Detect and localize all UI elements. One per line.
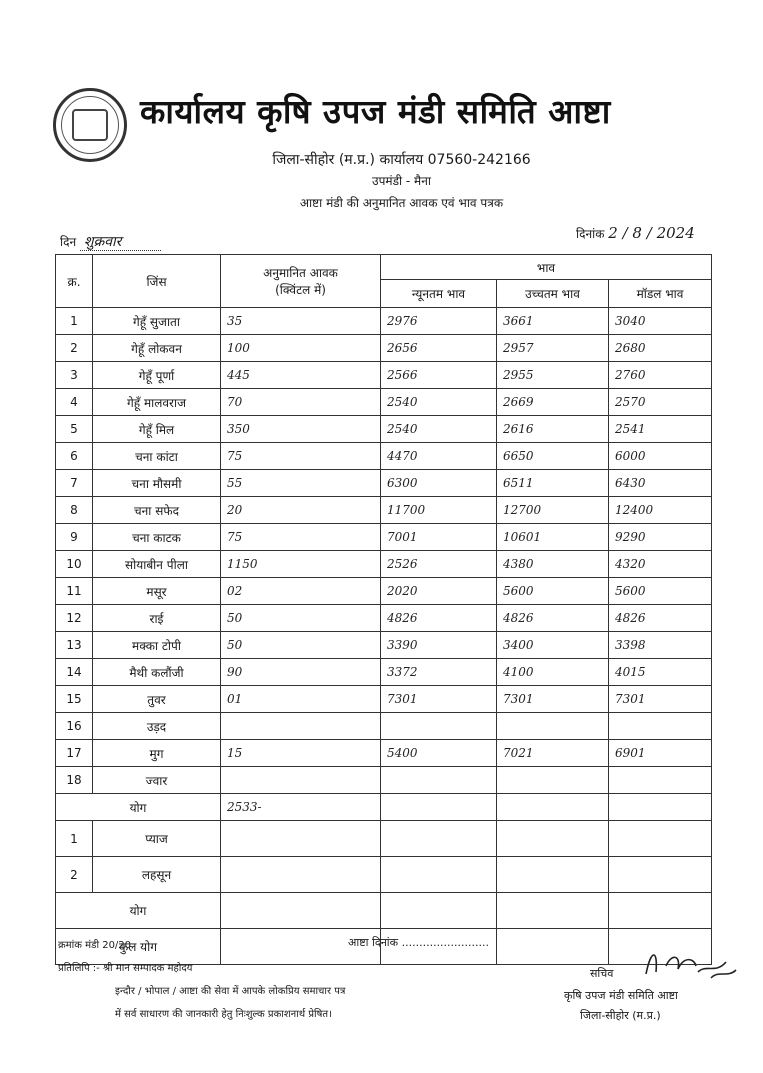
table-row: [56, 821, 712, 857]
table-row: [56, 713, 712, 740]
row-min-price: 2540: [381, 416, 497, 443]
row-sn: 1: [56, 308, 93, 335]
row-arrival: 445: [221, 362, 381, 389]
row-item: राई: [93, 605, 221, 632]
row-modal-price: [609, 767, 712, 794]
row-sn: 13: [56, 632, 93, 659]
row-max-price: 3661: [497, 308, 609, 335]
table-row: [56, 524, 712, 551]
row-arrival: 20: [221, 497, 381, 524]
row-max-price: 10601: [497, 524, 609, 551]
total-max-price: [497, 794, 609, 821]
empty-cell: [497, 893, 609, 929]
copy-to-detail-1: इन्दौर / भोपाल / आष्टा की सेवा में आपके लोकप्रिय समाचार पत्र: [115, 986, 346, 997]
row-arrival: 15: [221, 740, 381, 767]
row-item: मैथी कलौंजी: [93, 659, 221, 686]
empty-cell: [497, 929, 609, 965]
table-row: [56, 578, 712, 605]
day-value: शुक्रवार: [80, 234, 161, 251]
row-min-price: 2540: [381, 389, 497, 416]
row-item: गेहूँ लोकवन: [93, 335, 221, 362]
row-sn: 18: [56, 767, 93, 794]
row-item: गेहूँ मालवराज: [93, 389, 221, 416]
row-item: मक्का टोपी: [93, 632, 221, 659]
row-arrival: 70: [221, 389, 381, 416]
row-item: उड़द: [93, 713, 221, 740]
row-item: मसूर: [93, 578, 221, 605]
table-row: [56, 632, 712, 659]
row-item: गेहूँ पूर्णा: [93, 362, 221, 389]
header-arrival-label: अनुमानित आवक: [263, 266, 338, 280]
empty-cell: [497, 857, 609, 893]
row-arrival: 1150: [221, 551, 381, 578]
row-modal-price: 2680: [609, 335, 712, 362]
header-sn: क्र.: [56, 255, 93, 308]
row-modal-price: 4320: [609, 551, 712, 578]
row-arrival: 100: [221, 335, 381, 362]
header-min-price: न्यूनतम भाव: [381, 280, 497, 308]
row-modal-price: 2760: [609, 362, 712, 389]
row-min-price: 2020: [381, 578, 497, 605]
row-min-price: [381, 767, 497, 794]
header-item: जिंस: [93, 255, 221, 308]
total-label: योग: [56, 794, 221, 821]
row-arrival: 01: [221, 686, 381, 713]
copy-to-detail-2: में सर्व साधारण की जानकारी हेतु निःशुल्क प्रकाशनार्थ प्रेषित।: [115, 1009, 332, 1020]
empty-cell: [497, 821, 609, 857]
table-row: [56, 686, 712, 713]
total-min-price: [381, 794, 497, 821]
row-min-price: 2526: [381, 551, 497, 578]
row-sn: 2: [56, 335, 93, 362]
row-sn: 6: [56, 443, 93, 470]
total-row: [56, 794, 712, 821]
row-sn: 16: [56, 713, 93, 740]
header-price: भाव: [381, 255, 712, 280]
row-sn: 17: [56, 740, 93, 767]
row-arrival: 35: [221, 308, 381, 335]
row-max-price: 4380: [497, 551, 609, 578]
row-max-price: [497, 767, 609, 794]
grand-total-row-label: कुल योग: [56, 929, 221, 965]
row-sn: 8: [56, 497, 93, 524]
copy-to-line: प्रतिलिपि :- श्री मान सम्पादक महोदय: [58, 963, 193, 974]
row-sn: 12: [56, 605, 93, 632]
row-item: तुवर: [93, 686, 221, 713]
row-sn: 1: [56, 821, 93, 857]
row-arrival: 90: [221, 659, 381, 686]
table-row: [56, 335, 712, 362]
row-arrival: [221, 767, 381, 794]
table-row: [56, 443, 712, 470]
empty-cell: [381, 893, 497, 929]
row-arrival: 75: [221, 443, 381, 470]
date-value: 2 / 8 / 2024: [608, 224, 695, 242]
row-modal-price: 4015: [609, 659, 712, 686]
row-arrival: 02: [221, 578, 381, 605]
office-title: कार्यालय कृषि उपज मंडी समिति आष्टा: [140, 92, 611, 131]
row-min-price: 3372: [381, 659, 497, 686]
table-row: [56, 767, 712, 794]
subject-line: आष्टा मंडी की अनुमानित आवक एवं भाव पत्रक: [299, 196, 504, 210]
row-arrival: 75: [221, 524, 381, 551]
row-item: गेहूँ सुजाता: [93, 308, 221, 335]
row-min-price: 2656: [381, 335, 497, 362]
secretary-signature: [636, 944, 746, 984]
table-row: [56, 389, 712, 416]
row-item: लहसून: [93, 857, 221, 893]
contact-line: जिला-सीहोर (म.प्र.) कार्यालय 07560-242166: [272, 152, 531, 168]
row-item: चना सफेद: [93, 497, 221, 524]
row-item: प्याज: [93, 821, 221, 857]
row-item: चना मौसमी: [93, 470, 221, 497]
subtotal-row: [56, 893, 712, 929]
row-min-price: 4826: [381, 605, 497, 632]
submandi-line: उपमंडी - मैना: [372, 174, 431, 188]
row-sn: 3: [56, 362, 93, 389]
row-max-price: 6650: [497, 443, 609, 470]
row-max-price: 2669: [497, 389, 609, 416]
empty-cell: [381, 857, 497, 893]
secretary-title: सचिव: [590, 967, 614, 980]
header-modal-price: मॉडल भाव: [609, 280, 712, 308]
row-modal-price: 6901: [609, 740, 712, 767]
row-modal-price: 6000: [609, 443, 712, 470]
total-arrival: 2533-: [221, 794, 381, 821]
row-modal-price: 2570: [609, 389, 712, 416]
empty-cell: [221, 893, 381, 929]
row-min-price: 5400: [381, 740, 497, 767]
day-field: [60, 232, 161, 251]
row-max-price: 7021: [497, 740, 609, 767]
row-sn: 9: [56, 524, 93, 551]
row-item: चना कांटा: [93, 443, 221, 470]
row-arrival: 55: [221, 470, 381, 497]
empty-cell: [381, 821, 497, 857]
row-min-price: 2566: [381, 362, 497, 389]
row-sn: 5: [56, 416, 93, 443]
empty-cell: [609, 821, 712, 857]
row-modal-price: 5600: [609, 578, 712, 605]
row-item: सोयाबीन पीला: [93, 551, 221, 578]
total-modal-price: [609, 794, 712, 821]
row-arrival: 350: [221, 416, 381, 443]
row-max-price: 2955: [497, 362, 609, 389]
date-field: [576, 224, 695, 242]
seal-emblem: [72, 109, 108, 141]
row-sn: 4: [56, 389, 93, 416]
table-row: [56, 308, 712, 335]
row-arrival: [221, 713, 381, 740]
row-max-price: 4826: [497, 605, 609, 632]
row-min-price: 7301: [381, 686, 497, 713]
table-row: [56, 659, 712, 686]
table-row: [56, 740, 712, 767]
empty-cell: [609, 857, 712, 893]
row-sn: 14: [56, 659, 93, 686]
footer-date-line: आष्टा दिनांक .........................: [348, 936, 490, 949]
table-row: [56, 605, 712, 632]
row-arrival: 50: [221, 605, 381, 632]
empty-cell: [221, 821, 381, 857]
row-min-price: 4470: [381, 443, 497, 470]
table-row: [56, 857, 712, 893]
row-sn: 11: [56, 578, 93, 605]
row-sn: 15: [56, 686, 93, 713]
row-min-price: 3390: [381, 632, 497, 659]
row-max-price: 4100: [497, 659, 609, 686]
row-max-price: 2616: [497, 416, 609, 443]
reference-number: क्रमांक मंडी 20/20: [58, 940, 132, 951]
row-sn: 7: [56, 470, 93, 497]
arrival-price-table: [55, 254, 712, 965]
row-modal-price: 2541: [609, 416, 712, 443]
row-min-price: 6300: [381, 470, 497, 497]
empty-cell: [609, 893, 712, 929]
row-sn: 10: [56, 551, 93, 578]
secretary-district: जिला-सीहोर (म.प्र.): [580, 1009, 661, 1022]
row-sn: 2: [56, 857, 93, 893]
header-max-price: उच्चतम भाव: [497, 280, 609, 308]
row-modal-price: 6430: [609, 470, 712, 497]
table-row: [56, 497, 712, 524]
row-modal-price: 12400: [609, 497, 712, 524]
row-min-price: [381, 713, 497, 740]
row-modal-price: 3040: [609, 308, 712, 335]
row-modal-price: 9290: [609, 524, 712, 551]
row-modal-price: 4826: [609, 605, 712, 632]
row-min-price: 7001: [381, 524, 497, 551]
table-row: [56, 362, 712, 389]
row-max-price: 2957: [497, 335, 609, 362]
row-modal-price: [609, 713, 712, 740]
row-max-price: [497, 713, 609, 740]
row-item: चना काटक: [93, 524, 221, 551]
row-min-price: 11700: [381, 497, 497, 524]
table-row: [56, 470, 712, 497]
row-arrival: 50: [221, 632, 381, 659]
subtotal-row-label: योग: [56, 893, 221, 929]
table-row: [56, 551, 712, 578]
row-modal-price: 3398: [609, 632, 712, 659]
day-label: दिन: [60, 235, 77, 249]
row-max-price: 7301: [497, 686, 609, 713]
row-max-price: 12700: [497, 497, 609, 524]
secretary-office: कृषि उपज मंडी समिति आष्टा: [564, 989, 678, 1002]
row-item: ज्वार: [93, 767, 221, 794]
header-arrival-unit: (क्विंटल में): [275, 283, 326, 297]
table-row: [56, 416, 712, 443]
row-min-price: 2976: [381, 308, 497, 335]
row-max-price: 3400: [497, 632, 609, 659]
row-item: गेहूँ मिल: [93, 416, 221, 443]
empty-cell: [221, 857, 381, 893]
row-item: मुग: [93, 740, 221, 767]
row-max-price: 6511: [497, 470, 609, 497]
header-arrival: [221, 255, 381, 308]
date-label: दिनांक: [576, 227, 605, 241]
row-modal-price: 7301: [609, 686, 712, 713]
row-max-price: 5600: [497, 578, 609, 605]
